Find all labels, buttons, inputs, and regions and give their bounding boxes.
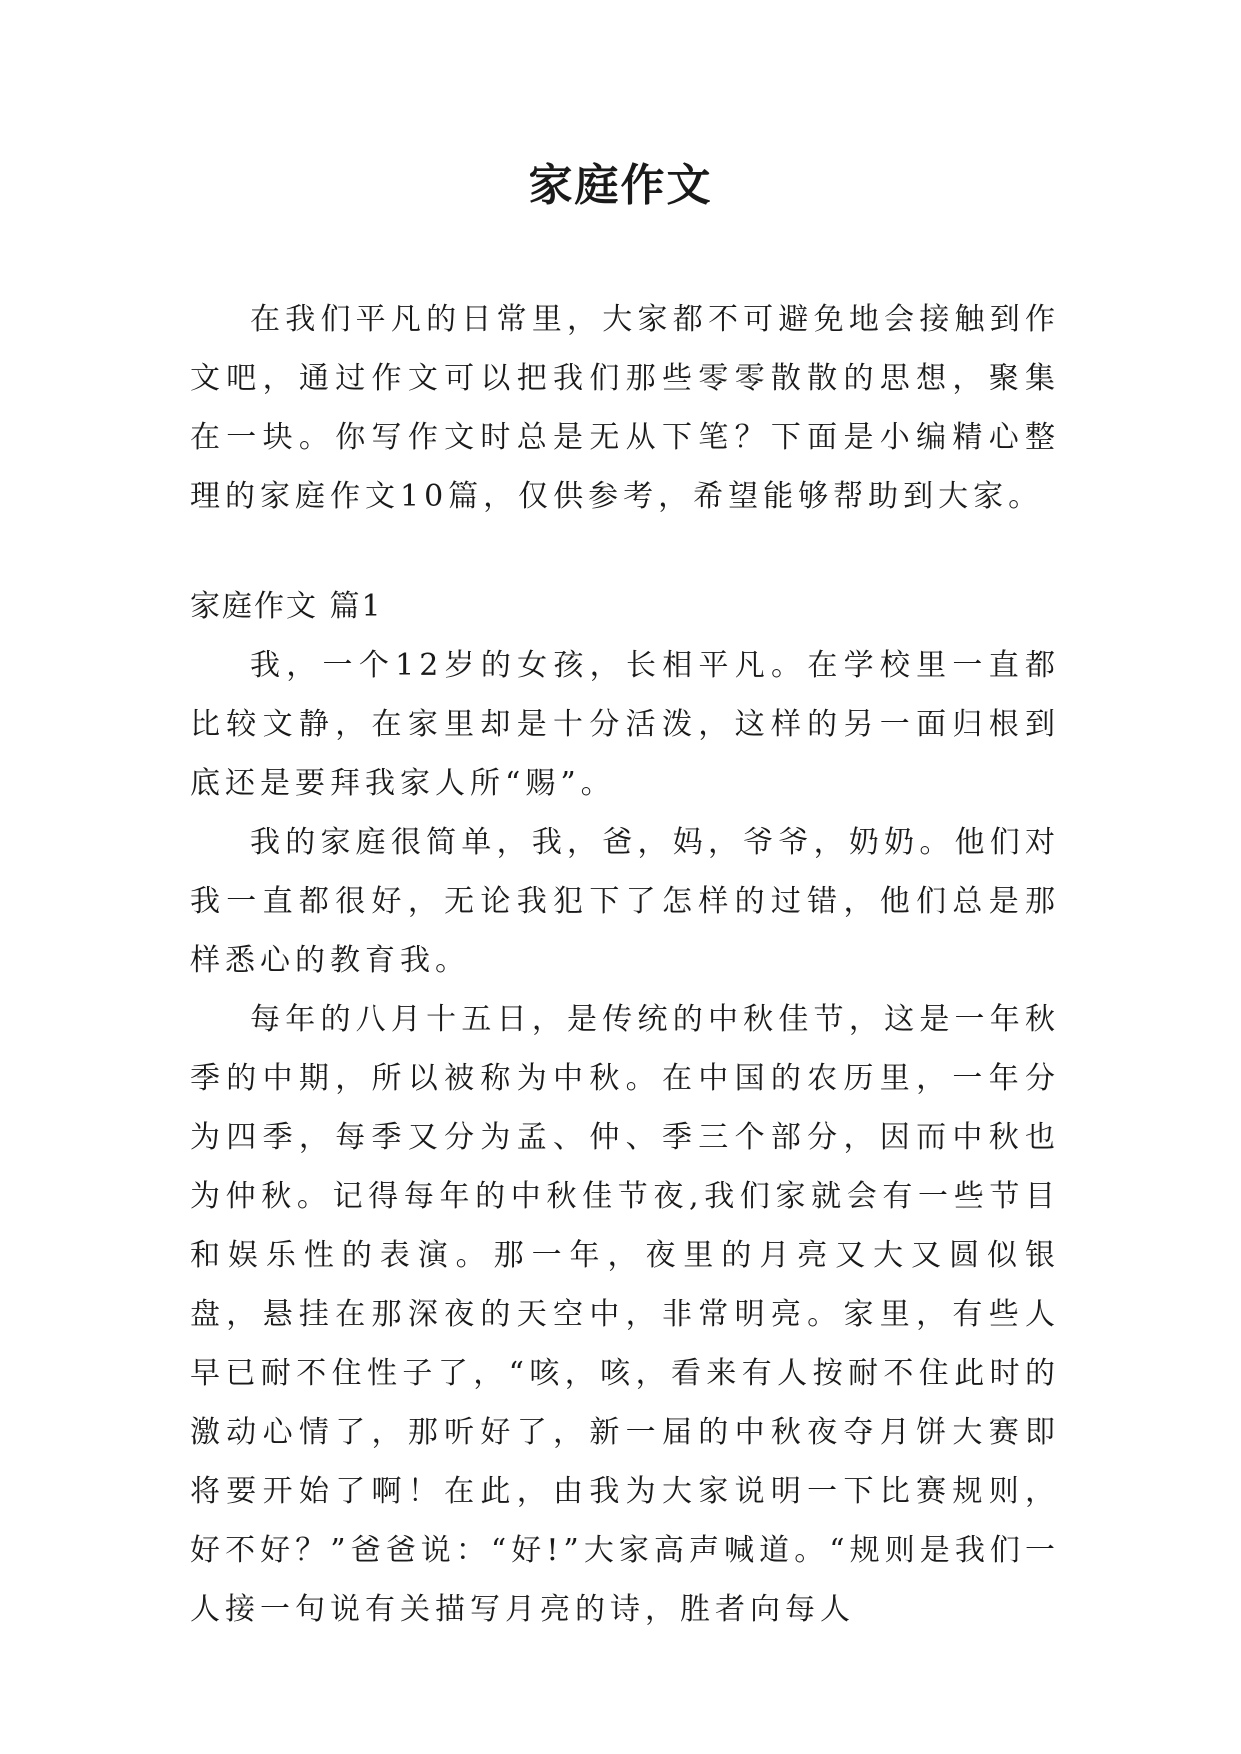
body-paragraph: 我，一个12岁的女孩，长相平凡。在学校里一直都比较文静，在家里却是十分活泼，这样的另一面归根到底还是要拜我家人所“赐”。 (190, 648, 1060, 801)
section-1 (190, 577, 1060, 1639)
intro-block (190, 290, 1060, 526)
body-paragraph: 我的家庭很简单，我，爸，妈，爷爷，奶奶。他们对我一直都很好，无论我犯下了怎样的过错，他们总是那样悉心的教育我。 (190, 825, 1060, 978)
intro-paragraph: 在我们平凡的日常里，大家都不可避免地会接触到作文吧，通过作文可以把我们那些零零散散的思想，聚集在一块。你写作文时总是无从下笔？下面是小编精心整理的家庭作文10篇，仅供参考，希望能够帮助到大家。 (190, 302, 1060, 514)
body-paragraph: 每年的八月十五日，是传统的中秋佳节，这是一年秋季的中期，所以被称为中秋。在中国的农历里，一年分为四季，每季又分为孟、仲、季三个部分，因而中秋也为仲秋。记得每年的中秋佳节夜,我们家就会有一些节目和娱乐性的表演。那一年，夜里的月亮又大又圆似银盘，悬挂在那深夜的天空中，非常明亮。家里，有些人早已耐不住性子了，“咳，咳，看来有人按耐不住此时的激动心情了，那听好了，新一届的中秋夜夺月饼大赛即将要开始了啊！在此，由我为大家说明一下比赛规则，好不好？”爸爸说：“好!”大家高声喊道。“规则是我们一人接一句说有关描写月亮的诗，胜者向每人 (190, 1002, 1060, 1627)
document-title: 家庭作文 (528, 160, 713, 211)
section-heading: 家庭作文 篇1 (190, 589, 383, 624)
